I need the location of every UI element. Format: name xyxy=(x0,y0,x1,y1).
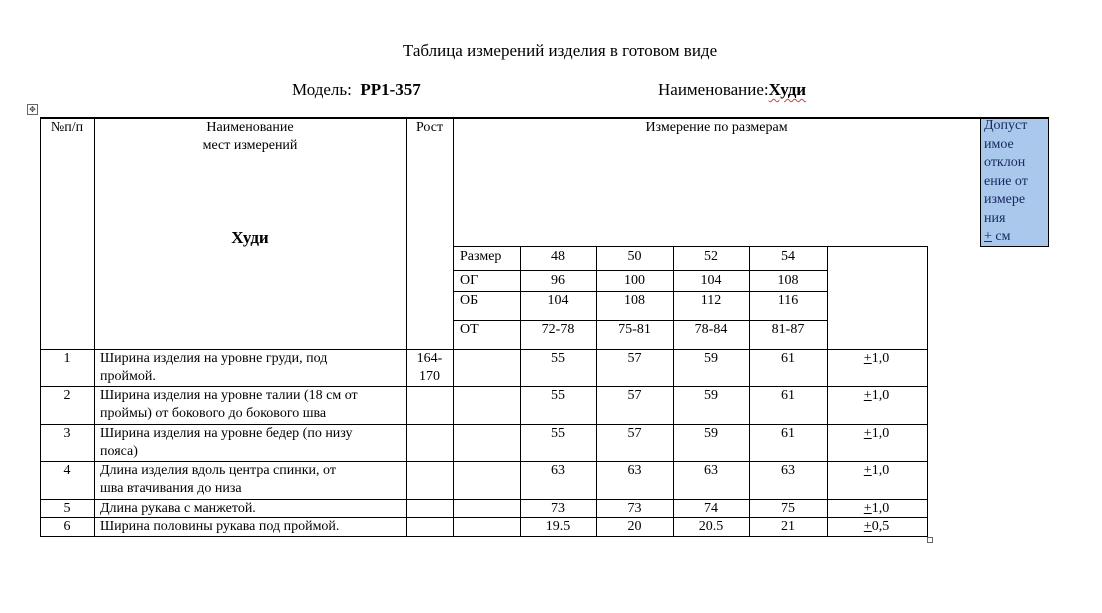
tol-value: 1,0 xyxy=(871,388,890,403)
model-label: Модель: xyxy=(292,80,352,99)
row-tolerance xyxy=(827,350,926,368)
pm-sign: + xyxy=(863,463,872,478)
ot-value: 78-84 xyxy=(694,322,728,337)
row-num: 1 xyxy=(63,351,71,366)
grid-line-horizontal xyxy=(453,246,928,247)
model-line xyxy=(292,80,421,100)
row-value: 57 xyxy=(627,351,642,366)
row-tolerance xyxy=(827,387,926,405)
table-move-handle-icon[interactable]: ✥ xyxy=(27,104,38,115)
row-num: 2 xyxy=(63,388,71,403)
row-value: 19.5 xyxy=(545,519,571,534)
og-label: ОГ xyxy=(460,273,479,288)
row-num: 4 xyxy=(63,463,71,478)
ot-value: 81-87 xyxy=(771,322,805,337)
model-value: РР1-357 xyxy=(360,80,421,99)
row-value: 55 xyxy=(551,351,565,366)
row-value: 57 xyxy=(627,426,642,441)
header-tolerance xyxy=(984,117,1044,247)
row-value: 59 xyxy=(704,426,718,441)
row-value: 59 xyxy=(704,351,718,366)
tolerance-line: имое xyxy=(984,136,1014,152)
ob-label: ОБ xyxy=(460,293,479,308)
row-value: 73 xyxy=(627,501,642,516)
row-place-line1: Ширина изделия на уровне талии (18 см от xyxy=(100,388,358,403)
row-place-line2: шва втачивания до низа xyxy=(100,481,242,496)
tol-value: 1,0 xyxy=(871,463,890,478)
row-value: 21 xyxy=(781,519,795,534)
row-place-line2: проймой. xyxy=(100,369,156,384)
tol-value: 1,0 xyxy=(871,426,890,441)
pm-sign: + xyxy=(863,351,872,366)
row-value: 61 xyxy=(781,351,795,366)
name-value: Худи xyxy=(768,80,807,99)
grid-line-vertical xyxy=(406,117,407,537)
tolerance-line: ния xyxy=(984,210,1006,226)
row-value: 61 xyxy=(781,426,795,441)
og-value: 104 xyxy=(700,273,722,288)
tolerance-line: ение от xyxy=(984,173,1028,189)
row-num: 6 xyxy=(63,519,71,534)
tol-value: 0,5 xyxy=(871,519,890,534)
ob-value: 104 xyxy=(547,293,569,308)
og-value: 108 xyxy=(777,273,799,288)
size-value: 50 xyxy=(627,249,642,264)
ob-value: 112 xyxy=(700,293,722,308)
size-value: 52 xyxy=(704,249,718,264)
row-value: 63 xyxy=(627,463,642,478)
pm-sign: + xyxy=(863,426,872,441)
row-value: 63 xyxy=(781,463,795,478)
row-place-line1: Ширина изделия на уровне бедер (по низу xyxy=(100,426,353,441)
tol-value: 1,0 xyxy=(871,501,890,516)
product-name-line xyxy=(658,80,806,100)
row-num: 5 xyxy=(63,501,71,516)
header-sizes-title: Измерение по размерам xyxy=(645,120,788,135)
height-value-line2: 170 xyxy=(419,369,440,384)
row-tolerance xyxy=(827,500,926,518)
row-value: 61 xyxy=(781,388,795,403)
row-value: 74 xyxy=(704,501,718,516)
tolerance-pm xyxy=(984,228,1044,247)
grid-line-horizontal xyxy=(40,536,928,537)
header-product: Худи xyxy=(231,228,269,247)
row-value: 63 xyxy=(551,463,565,478)
ob-value: 116 xyxy=(777,293,799,308)
row-place-line1: Ширина половины рукава под проймой. xyxy=(100,519,340,534)
pm-unit: см xyxy=(991,229,1011,244)
tolerance-line: отклон xyxy=(984,155,1026,170)
pm-sign: + xyxy=(984,229,992,244)
table-resize-handle-icon[interactable] xyxy=(927,537,933,543)
row-place-line1: Ширина изделия на уровне груди, под xyxy=(100,351,328,366)
header-height: Рост xyxy=(415,120,444,135)
header-places-line2: мест измерений xyxy=(202,138,298,153)
ob-value: 108 xyxy=(624,293,645,308)
row-tolerance xyxy=(827,425,926,443)
og-value: 100 xyxy=(624,273,645,288)
ot-value: 75-81 xyxy=(618,322,651,337)
og-value: 96 xyxy=(551,273,565,288)
header-places-line1: Наименование xyxy=(206,120,294,135)
ot-label: ОТ xyxy=(460,322,479,337)
size-value: 54 xyxy=(781,249,795,264)
row-value: 20.5 xyxy=(698,519,724,534)
document-title: Таблица измерений изделия в готовом виде xyxy=(402,41,718,60)
row-value: 57 xyxy=(627,388,642,403)
tolerance-line: измере xyxy=(984,192,1026,207)
tolerance-line: Допуст xyxy=(984,118,1028,133)
size-label: Размер xyxy=(460,249,502,264)
row-value: 73 xyxy=(551,501,565,516)
row-value: 63 xyxy=(704,463,718,478)
row-tolerance xyxy=(827,518,926,536)
grid-line-vertical xyxy=(927,246,928,537)
ot-value: 72-78 xyxy=(541,322,575,337)
row-value: 55 xyxy=(551,426,565,441)
pm-sign: + xyxy=(863,519,872,534)
tol-value: 1,0 xyxy=(871,351,890,366)
pm-sign: + xyxy=(863,501,872,516)
row-place-line2: проймы) от бокового до бокового шва xyxy=(100,406,327,421)
header-num: №п/п xyxy=(50,120,84,135)
row-value: 55 xyxy=(551,388,565,403)
height-value-line1: 164- xyxy=(416,351,443,366)
row-value: 75 xyxy=(781,501,795,516)
name-label: Наименование: xyxy=(658,80,769,99)
row-num: 3 xyxy=(63,426,71,441)
row-place-line2: пояса) xyxy=(100,444,138,459)
row-place-line1: Длина рукава с манжетой. xyxy=(100,501,256,516)
grid-line-horizontal xyxy=(453,270,828,271)
row-place-line1: Длина изделия вдоль центра спинки, от xyxy=(100,463,336,478)
row-value: 20 xyxy=(627,519,642,534)
row-value: 59 xyxy=(704,388,718,403)
grid-line-vertical xyxy=(980,117,981,247)
size-value: 48 xyxy=(551,249,565,264)
pm-sign: + xyxy=(863,388,872,403)
row-tolerance xyxy=(827,462,926,480)
grid-line-vertical xyxy=(1048,117,1049,247)
